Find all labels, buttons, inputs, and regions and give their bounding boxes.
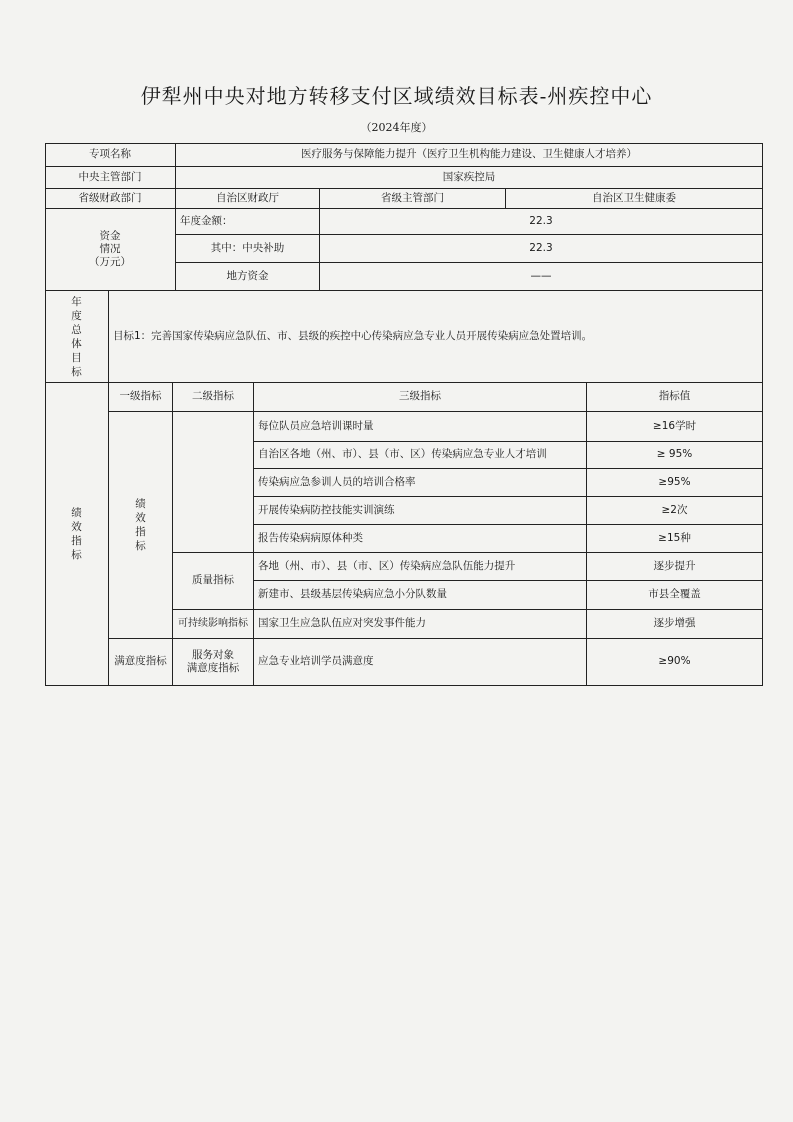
level1-perf-char: 绩 bbox=[135, 498, 146, 510]
indicator-name: 各地（州、市）、县（市、区）传染病应急队伍能力提升 bbox=[254, 553, 587, 581]
level1-satisfaction: 满意度指标 bbox=[109, 639, 173, 686]
level1-perf-char: 指 bbox=[135, 526, 146, 538]
central-subsidy-value: 22.3 bbox=[320, 235, 763, 263]
central-dept-label: 中央主管部门 bbox=[45, 167, 176, 189]
level2-quality: 质量指标 bbox=[173, 553, 254, 610]
col-header-level2: 二级指标 bbox=[173, 383, 254, 412]
central-dept-value: 国家疾控局 bbox=[176, 167, 763, 189]
indicator-name: 应急专业培训学员满意度 bbox=[254, 639, 587, 686]
provincial-finance-value: 自治区财政厅 bbox=[176, 189, 320, 209]
year-label: （2024年度） bbox=[360, 121, 433, 134]
funds-label-line-2: 情况 bbox=[99, 242, 121, 255]
indicator-name: 每位队员应急培训课时量 bbox=[254, 412, 587, 442]
provincial-dept-value: 自治区卫生健康委 bbox=[506, 189, 763, 209]
local-funds-label: 地方资金 bbox=[176, 263, 320, 291]
provincial-finance-label: 省级财政部门 bbox=[45, 189, 176, 209]
level2-blank bbox=[173, 412, 254, 553]
local-funds-value: —— bbox=[320, 263, 763, 291]
col-header-level1: 一级指标 bbox=[109, 383, 173, 412]
level2-sustain: 可持续影响指标 bbox=[173, 610, 254, 639]
indicator-value: ≥15种 bbox=[587, 525, 763, 553]
objective-label bbox=[45, 291, 109, 383]
indicator-value: 市县全覆盖 bbox=[587, 581, 763, 610]
indicator-value: ≥95% bbox=[587, 469, 763, 497]
level2-service-satisfaction bbox=[173, 639, 254, 686]
funds-label-line-3: （万元） bbox=[89, 256, 131, 269]
annual-amount-value: 22.3 bbox=[320, 209, 763, 235]
objective-label-char: 体 bbox=[71, 337, 82, 350]
perf-label-char: 指 bbox=[71, 535, 82, 547]
indicator-name: 新建市、县级基层传染病应急小分队数量 bbox=[254, 581, 587, 610]
service-label-line-2: 满意度指标 bbox=[186, 662, 240, 674]
objective-text: 目标1：完善国家传染病应急队伍、市、县级的疾控中心传染病应急专业人员开展传染病应急处置培训。 bbox=[109, 291, 763, 383]
objective-label-char: 总 bbox=[71, 323, 82, 336]
indicator-name: 自治区各地（州、市）、县（市、区）传染病应急专业人才培训 bbox=[254, 442, 587, 469]
perf-label-char: 效 bbox=[71, 521, 82, 533]
objective-label-char: 度 bbox=[71, 309, 82, 322]
indicator-value: 逐步增强 bbox=[587, 610, 763, 639]
col-header-level3: 三级指标 bbox=[254, 383, 587, 412]
funds-label-line-1: 资金 bbox=[99, 229, 121, 242]
indicator-name: 报告传染病病原体种类 bbox=[254, 525, 587, 553]
service-label-line-1: 服务对象 bbox=[192, 648, 234, 661]
indicator-value: ≥90% bbox=[587, 639, 763, 686]
funds-label bbox=[45, 209, 176, 291]
indicator-value: 逐步提升 bbox=[587, 553, 763, 581]
annual-amount-label: 年度金额： bbox=[176, 209, 320, 235]
provincial-dept-label: 省级主管部门 bbox=[320, 189, 506, 209]
level1-perf-char: 标 bbox=[135, 540, 146, 552]
level1-perf-char: 效 bbox=[135, 512, 146, 524]
indicator-name: 传染病应急参训人员的培训合格率 bbox=[254, 469, 587, 497]
indicator-value: ≥2次 bbox=[587, 497, 763, 525]
central-subsidy-label: 其中：中央补助 bbox=[176, 235, 320, 263]
objective-label-char: 目 bbox=[71, 351, 82, 364]
perf-label-char: 标 bbox=[71, 549, 82, 561]
objective-label-char: 标 bbox=[71, 365, 82, 378]
project-value: 医疗服务与保障能力提升（医疗卫生机构能力建设、卫生健康人才培养） bbox=[176, 143, 763, 167]
indicator-value: ≥16学时 bbox=[587, 412, 763, 442]
level1-perf bbox=[109, 412, 173, 639]
objective-label-char: 年 bbox=[71, 295, 82, 308]
project-label: 专项名称 bbox=[45, 143, 176, 167]
indicator-name: 国家卫生应急队伍应对突发事件能力 bbox=[254, 610, 587, 639]
col-header-value: 指标值 bbox=[587, 383, 763, 412]
page-title: 伊犁州中央对地方转移支付区域绩效目标表-州疾控中心 bbox=[140, 84, 653, 108]
indicator-value: ≥ 95% bbox=[587, 442, 763, 469]
perf-label-char: 绩 bbox=[71, 507, 82, 519]
indicator-name: 开展传染病防控技能实训演练 bbox=[254, 497, 587, 525]
perf-label bbox=[45, 383, 109, 686]
